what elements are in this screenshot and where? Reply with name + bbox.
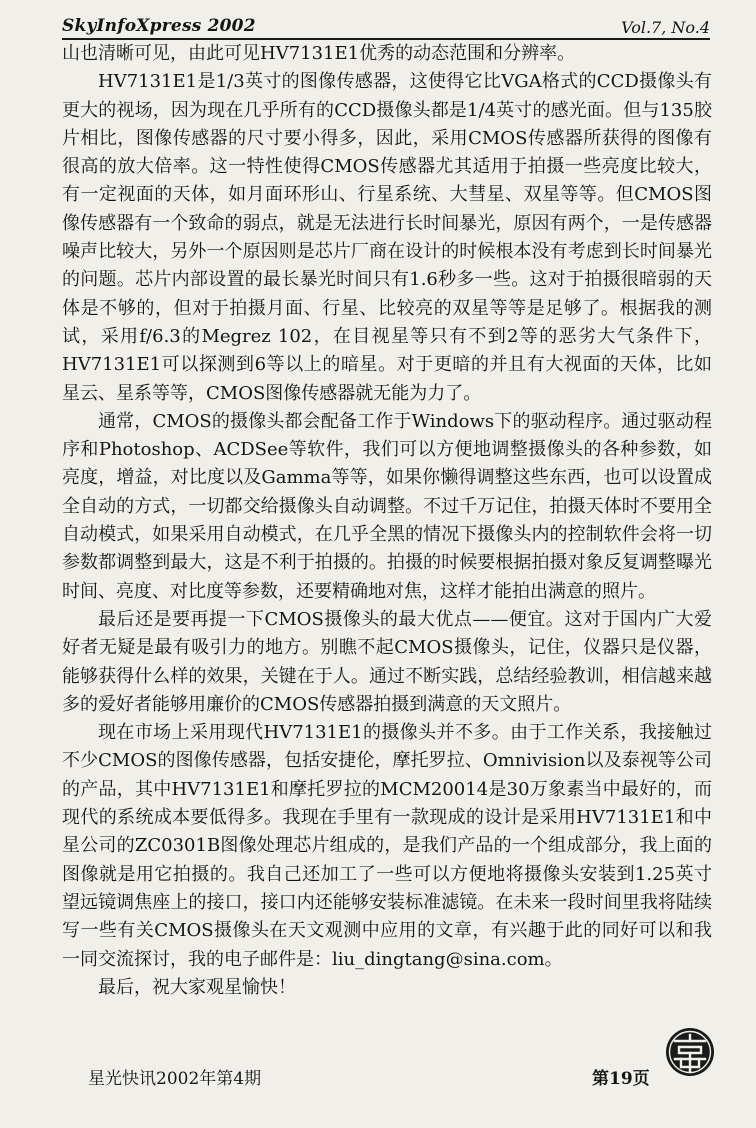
footer-issue: 星光快讯2002年第4期 [88, 1069, 262, 1089]
paragraph: 现在市场上采用现代HV7131E1的摄像头并不多。由于工作关系，我接触过不少CMOS的图像传感器，包括安捷伦，摩托罗拉、Omnivision以及泰视等公司的产品，其中HV7131E1和摩托罗拉的MCM20014是30万象素当中最好的，而现代的系统成本要低得多。我现在手里有一款现成的设计是采用HV7131E1和中星公司的ZC0301B图像处理芯片组成的，是我们产品的一个组成部分，我上面的图像就是用它拍摄的。我自己还加工了一些可以方便地将摄像头安装到1.25英寸望远镜调焦座上的接口，接口内还能够安装标准滤镜。在未来一段时间里我将陆续写一些有关CMOS摄像头在天文观测中应用的文章，有兴趣于此的同好可以和我一同交流探讨，我的电子邮件是：liu_dingtang@sina.com。 [62, 722, 712, 970]
paragraph: HV7131E1是1/3英寸的图像传感器，这使得它比VGA格式的CCD摄像头有更大的视场，因为现在几乎所有的CCD摄像头都是1/4英寸的感光面。但与135胶片相比，图像传感器的尺寸要小得多，因此，采用CMOS传感器所获得的图像有很高的放大倍率。这一特性使得CMOS传感器尤其适用于拍摄一些亮度比较大，有一定视面的天体，如月面环形山、行星系统、大彗星、双星等等。但CMOS图像传感器有一个致命的弱点，就是无法进行长时间暴光，原因有两个，一是传感器噪声比较大，另外一个原因则是芯片厂商在设计的时候根本没有考虑到长时间暴光的问题。芯片内部设置的最长暴光时间只有1.6秒多一些。这对于拍摄很暗弱的天体是不够的，但对于拍摄月面、行星、比较亮的双星等等是足够了。根据我的测试，采用f/6.3的Megrez 102，在目视星等只有不到2等的恶劣大气条件下，HV7131E1可以探测到6等以上的暗星。对于更暗的并且有大视面的天体，比如星云、星系等等，CMOS图像传感器就无能为力了。 [62, 71, 712, 404]
paragraph: 最后还是要再提一下CMOS摄像头的最大优点——便宜。这对于国内广大爱好者无疑是最有吸引力的地方。别瞧不起CMOS摄像头，记住，仪器只是仪器，能够获得什么样的效果，关键在于人。通过不断实践，总结经验教训，相信越来越多的爱好者能够用廉价的CMOS传感器拍摄到满意的天文照片。 [62, 608, 712, 715]
running-header [62, 14, 710, 40]
paragraph-closing: 最后，祝大家观星愉快！ [98, 976, 296, 998]
article-body [62, 40, 712, 1002]
volume-issue: Vol.7, No.4 [621, 18, 710, 37]
journal-title: SkyInfoXpress 2002 [62, 16, 256, 36]
page-number: 第19页 [592, 1069, 650, 1089]
paragraph: 通常，CMOS的摄像头都会配备工作于Windows下的驱动程序。通过驱动程序和Photoshop、ACDSee等软件，我们可以方便地调整摄像头的各种参数，如亮度，增益，对比度以及Gamma等等，如果你懒得调整这些东西，也可以设置成全自动的方式，一切都交给摄像头自动调整。不过千万记住，拍摄天体时不要用全自动模式，如果采用自动模式，在几乎全黑的情况下摄像头内的控制软件会将一切参数都调整到最大，这是不利于拍摄的。拍摄的时候要根据拍摄对象反复调整曝光时间、亮度、对比度等参数，还要精确地对焦，这样才能拍出满意的照片。 [62, 410, 712, 602]
paragraph-continued: 山也清晰可见，由此可见HV7131E1优秀的动态范围和分辨率。 [62, 43, 576, 64]
chinese-longevity-seal-icon [664, 1026, 716, 1078]
